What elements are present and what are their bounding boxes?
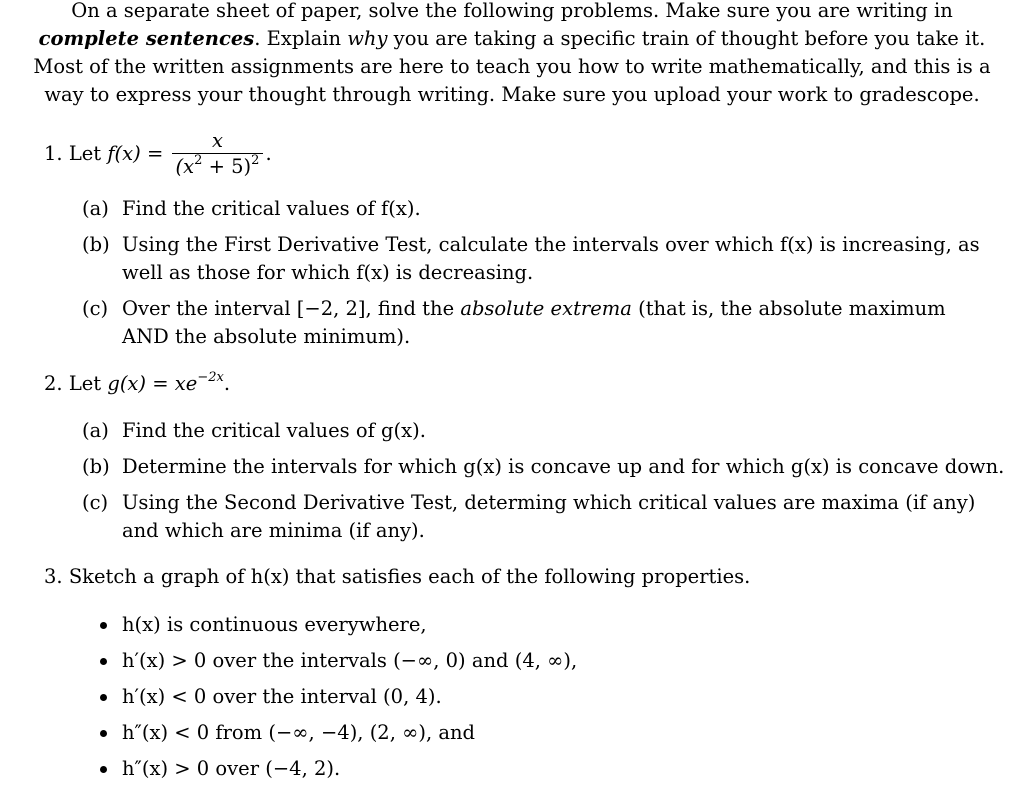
part-label: (a) (82, 197, 109, 220)
problem-1-function-name: f(x) = (107, 142, 164, 165)
problem-1-fraction (172, 129, 264, 180)
property-text: h″(x) < 0 from (−∞, −4), (2, ∞), and (122, 721, 476, 744)
fraction-denominator (172, 153, 264, 180)
denominator-rest: + 5) (202, 155, 252, 178)
bullet-dot (100, 658, 107, 665)
instructions-part-2: . Explain (254, 27, 348, 50)
part-text: Find the critical values of g(x). (122, 419, 426, 442)
denominator-exp-outer: 2 (251, 153, 260, 168)
part-text: Determine the intervals for which g(x) is concave up and for which g(x) is concave down. (122, 455, 1005, 478)
instructions-part-1: On a separate sheet of paper, solve the following problems. Make sure you are writing in (71, 0, 953, 22)
instructions-bold-phrase: complete sentences (38, 27, 255, 50)
problem-2b (82, 453, 1005, 483)
denominator-base: (x (175, 155, 195, 178)
problem-1-number: 1. (44, 142, 63, 165)
problem-1-trail: . (265, 142, 272, 165)
fraction-numerator: x (211, 129, 223, 152)
part-label: (c) (82, 297, 109, 320)
part-text-post: (that is, the absolute maximum AND the absolute minimum). (122, 297, 946, 348)
bullet-dot (100, 694, 107, 701)
problem-1-statement (44, 129, 272, 180)
part-text-pre: Over the interval [−2, 2], find the (122, 297, 461, 320)
part-text: Find the critical values of f(x). (122, 197, 421, 220)
bullet-dot (100, 622, 107, 629)
property-text: h′(x) < 0 over the interval (0, 4). (122, 685, 442, 708)
problem-3-text: Sketch a graph of h(x) that satisfies each of the following properties. (68, 565, 751, 588)
problem-2a (82, 417, 1002, 447)
problem-1b (82, 231, 1002, 289)
property-text: h(x) is continuous everywhere, (122, 613, 427, 636)
instructions-paragraph (14, 0, 1010, 109)
problem-2-statement (44, 370, 230, 398)
instructions-part-3: you are taking a specific train of thought before you take it. Most of the written assignments are here to teach you how to write mathematically, and this is a way to express your thought through writing. Make sure you upload your work to gradescope. (33, 27, 991, 106)
problem-2-exponent: −2x (197, 370, 224, 385)
part-text: Using the Second Derivative Test, determing which critical values are maxima (if any) and which are minima (if any). (122, 491, 976, 542)
property-text: h″(x) > 0 over (−4, 2). (122, 757, 341, 780)
problem-1a (82, 195, 1002, 225)
denominator-exp-inner: 2 (194, 153, 203, 168)
problem-1-lead: Let (68, 142, 108, 165)
property-text: h′(x) > 0 over the intervals (−∞, 0) and (4, ∞), (122, 649, 578, 672)
part-label: (b) (82, 233, 110, 256)
problem-2-number: 2. (44, 372, 63, 395)
problem-2-trail: . (223, 372, 231, 395)
part-text (122, 295, 988, 351)
instructions-why: why (347, 27, 388, 50)
part-text: Using the First Derivative Test, calculate the intervals over which f(x) is increasing, as well as those for which f(x) is decreasing. (122, 233, 980, 284)
bullet-dot (100, 730, 107, 737)
problem-2c (82, 489, 1002, 547)
problem-1c (82, 295, 1002, 353)
part-label: (c) (82, 491, 109, 514)
problem-2-function: g(x) = xe (107, 372, 198, 395)
part-text-emphasis: absolute extrema (460, 297, 632, 320)
problem-3-number: 3. (44, 565, 63, 588)
problem-2-lead: Let (68, 372, 108, 395)
part-label: (a) (82, 419, 109, 442)
bullet-dot (100, 766, 107, 773)
problem-3-statement (44, 563, 750, 591)
part-label: (b) (82, 455, 110, 478)
